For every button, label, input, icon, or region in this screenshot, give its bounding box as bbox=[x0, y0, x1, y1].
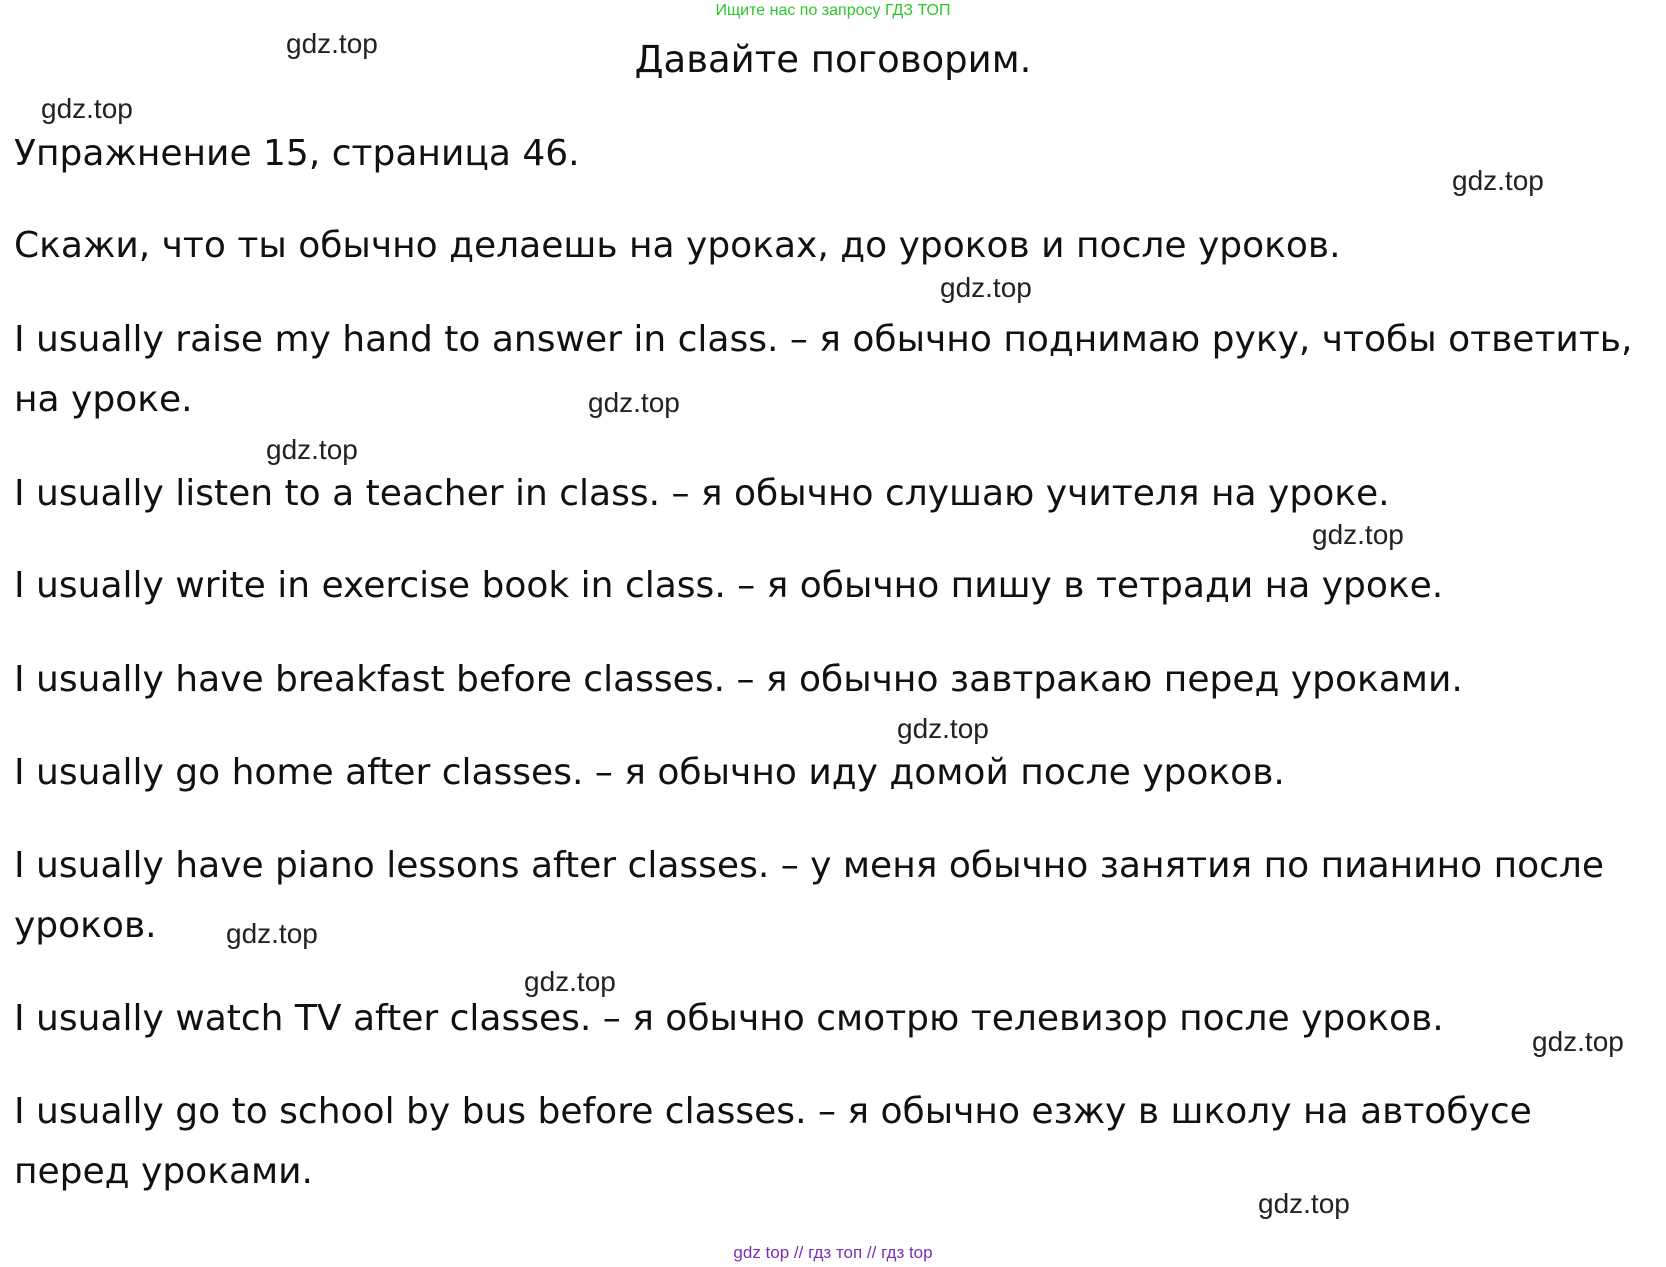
top-banner: Ищите нас по запросу ГДЗ ТОП bbox=[715, 2, 951, 19]
answer-line: уроков. bbox=[14, 905, 157, 946]
watermark: gdz.top bbox=[41, 93, 133, 124]
watermark: gdz.top bbox=[286, 28, 378, 59]
answer-line: перед уроками. bbox=[14, 1151, 314, 1192]
answer-line: I usually go home after classes. – я обычно иду домой после уроков. bbox=[14, 752, 1285, 793]
watermark: gdz.top bbox=[226, 918, 318, 949]
answer-line: I usually have breakfast before classes. – я обычно завтракаю перед уроками. bbox=[14, 659, 1463, 700]
watermark: gdz.top bbox=[524, 966, 616, 997]
watermark: gdz.top bbox=[940, 272, 1032, 303]
watermark: gdz.top bbox=[1258, 1188, 1350, 1219]
exercise-heading: Упражнение 15, страница 46. bbox=[14, 133, 580, 174]
watermark: gdz.top bbox=[1452, 165, 1544, 196]
page-title: Давайте поговорим. bbox=[634, 38, 1032, 81]
answer-line: I usually watch TV after classes. – я обычно смотрю телевизор после уроков. bbox=[14, 998, 1444, 1039]
footer: gdz top // гдз топ // гдз top bbox=[733, 1243, 933, 1262]
watermark: gdz.top bbox=[1312, 519, 1404, 550]
answer-line: I usually listen to a teacher in class. – я обычно слушаю учителя на уроке. bbox=[14, 473, 1390, 514]
watermark: gdz.top bbox=[1532, 1026, 1624, 1057]
watermark: gdz.top bbox=[588, 387, 680, 418]
answer-line: I usually write in exercise book in class. – я обычно пишу в тетради на уроке. bbox=[14, 565, 1444, 606]
watermark: gdz.top bbox=[266, 434, 358, 465]
answer-line: на уроке. bbox=[14, 379, 193, 420]
instruction: Скажи, что ты обычно делаешь на уроках, до уроков и после уроков. bbox=[14, 225, 1341, 266]
answer-line: I usually have piano lessons after classes. – у меня обычно занятия по пианино после bbox=[14, 845, 1605, 886]
watermark: gdz.top bbox=[897, 713, 989, 744]
answer-line: I usually go to school by bus before classes. – я обычно езжу в школу на автобусе bbox=[14, 1091, 1532, 1132]
answer-line: I usually raise my hand to answer in class. – я обычно поднимаю руку, чтобы ответить, bbox=[14, 319, 1633, 360]
